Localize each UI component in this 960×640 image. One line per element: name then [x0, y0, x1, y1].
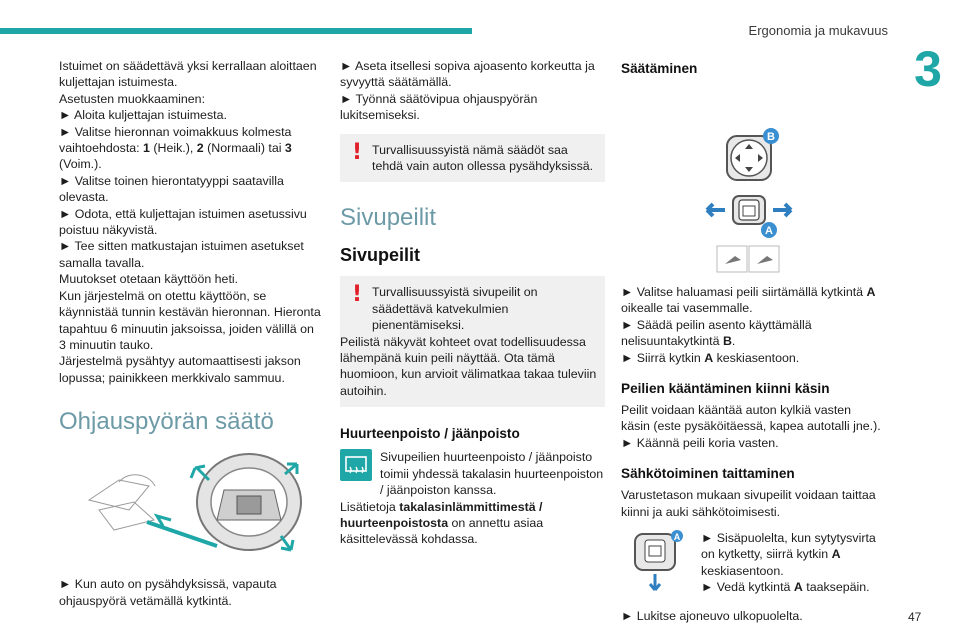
warning-box: [340, 134, 605, 183]
step: ► Vedä kytkintä A taaksepäin.: [701, 580, 870, 595]
fold-switch-image: [621, 530, 693, 594]
step: ► Aloita kuljettajan istuimesta.: [59, 108, 227, 123]
step: ► Tee sitten matkustajan istuimen asetukset samalla tavalla.: [59, 239, 304, 270]
paragraph: Muutokset otetaan käyttöön heti.: [59, 272, 239, 287]
defrost-block: [340, 449, 605, 498]
paragraph: Kun järjestelmä on otettu käyttöön, se käynnistää tunnin kestävän hieronnan. Hieronta tapahtuu 6 minuutin jaksoissa, joiden välillä on 3 minuutin tauko.: [59, 288, 321, 352]
top-accent-bar: [0, 28, 472, 34]
warning-icon: !: [352, 139, 363, 165]
paragraph: Sivupeilien huurteenpoisto / jäänpoisto toimii yhdessä takalasin huurteenpoiston / jäänpoiston kanssa.: [380, 450, 604, 498]
column-2: [340, 58, 605, 548]
step: ► Säädä peilin asento käyttämällä nelisuuntakytkintä B.: [621, 317, 812, 349]
svg-text:A: A: [673, 532, 681, 543]
step: ► Työnnä säätövipua ohjauspyörän lukitsemiseksi.: [340, 91, 538, 123]
warning-icon: !: [352, 282, 363, 308]
heading-defrost: Huurteenpoisto / jäänpoisto: [340, 426, 520, 442]
heading-electric-fold: Sähkötoiminen taittaminen: [621, 466, 795, 482]
steering-wheel-illustration: [59, 450, 321, 568]
rear-defrost-icon: [340, 449, 372, 481]
step: ► Sisäpuolelta, kun sytytysvirta on kytketty, siirrä kytkin A keskiasentoon.: [701, 531, 876, 578]
paragraph: Varustetason mukaan sivupeilit voidaan taittaa kiinni ja auki sähkötoimisesti.: [621, 488, 876, 519]
warning-text: Turvallisuussyistä sivupeilit on säädettävä katvekulmien pienentämiseksi.: [372, 285, 538, 333]
svg-text:A: A: [765, 225, 773, 237]
warning-text: Turvallisuussyistä nämä säädöt saa tehdä vain auton ollessa pysähdyksissä.: [372, 142, 594, 174]
column-1: [59, 58, 321, 609]
column-3: [621, 58, 883, 624]
paragraph: Peilit voidaan kääntää auton kylkiä vasten käsin (este pysäköitäessä, kapea autotalli jne.).: [621, 403, 881, 434]
warning-box: [340, 276, 605, 407]
step: ► Siirrä kytkin A keskiasentoon.: [621, 350, 800, 365]
step: ► Lukitse ajoneuvo ulkopuolelta.: [621, 608, 803, 623]
step: ► Valitse hieronnan voimakkuus kolmesta vaihtoehdosta: 1 (Heik.), 2 (Normaali) tai 3 (Voim.).: [59, 124, 292, 172]
step: ► Valitse toinen hierontatyyppi saatavilla olevasta.: [59, 173, 284, 205]
step: ► Kun auto on pysähdyksissä, vapauta ohjauspyörä vetämällä kytkintä.: [59, 577, 277, 608]
section-title-steering: Ohjauspyörän säätö: [59, 408, 274, 436]
mirror-control-illustration: [621, 86, 883, 276]
mirror-switch-image: [621, 86, 883, 276]
heading-manual-fold: Peilien kääntäminen kiinni käsin: [621, 381, 830, 397]
section-title-mirrors: Sivupeilit: [340, 204, 437, 232]
step: ► Valitse haluamasi peili siirtämällä kytkintä A oikealle tai vasemmalle.: [621, 285, 876, 316]
section-header: Ergonomia ja mukavuus: [748, 23, 888, 38]
warning-text: Peilistä näkyvät kohteet ovat todellisuudessa lähempänä kuin peili näyttää. Ota tämä huomioon, kun arvioit välimatkaa takaa tuleviin autoihin.: [340, 334, 597, 398]
chapter-number: 3: [914, 41, 942, 97]
step: ► Odota, että kuljettajan istuimen asetussivu poistuu näkyvistä.: [59, 206, 307, 238]
svg-text:B: B: [767, 131, 775, 143]
electric-fold-block: [621, 530, 883, 596]
step: ► Käännä peili koria vasten.: [621, 435, 779, 450]
subsection-title-mirrors: Sivupeilit: [340, 245, 421, 266]
step: ► Aseta itsellesi sopiva ajoasento korkeutta ja syvyyttä säätämällä.: [340, 59, 595, 90]
page-number: 47: [908, 610, 922, 624]
paragraph: Järjestelmä pysähtyy automaattisesti jakson lopussa; painikkeen merkkivalo sammuu.: [59, 354, 301, 385]
paragraph: Istuimet on säädettävä yksi kerrallaan aloittaen kuljettajan istuimesta.: [59, 59, 317, 90]
paragraph: Lisätietoja takalasinlämmittimestä / huurteenpoistosta on annettu asiaa käsittelevässä kohdassa.: [340, 499, 544, 547]
heading-adjust: Säätäminen: [621, 61, 698, 76]
paragraph: Asetusten muokkaaminen:: [59, 91, 206, 106]
steering-wheel-image: [59, 450, 321, 568]
